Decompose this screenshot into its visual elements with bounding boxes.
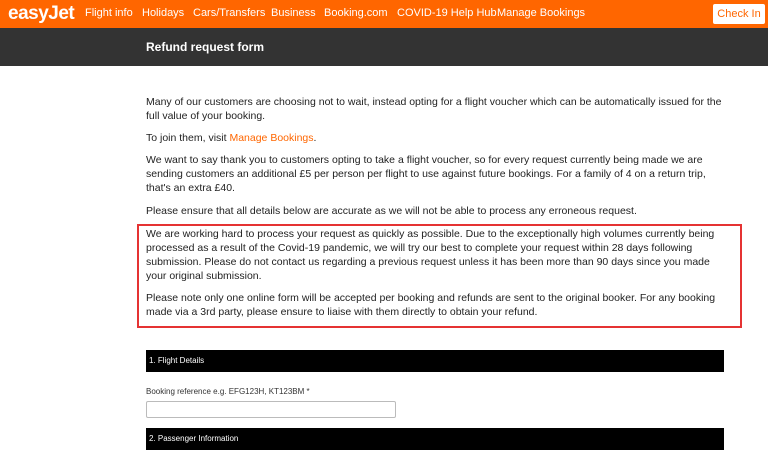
nav-business[interactable]: Business — [271, 7, 316, 19]
booking-reference-input[interactable] — [146, 401, 396, 418]
nav-holidays[interactable]: Holidays — [142, 7, 185, 19]
intro-paragraph: Many of our customers are choosing not to wait, instead opting for a flight voucher which can be automatically issued for the full value of your booking. — [146, 96, 722, 122]
flight-details-section-header — [146, 350, 724, 372]
join-text: To join them, visit — [146, 132, 230, 144]
accuracy-paragraph: Please ensure that all details below are accurate as we will not be able to process any erroneous request. — [146, 205, 637, 217]
easyjet-logo[interactable]: easyJet — [8, 3, 75, 24]
nav-covid-help-hub[interactable]: COVID-19 Help Hub — [397, 7, 497, 19]
nav-manage-bookings[interactable]: Manage Bookings — [497, 7, 586, 19]
join-suffix: . — [313, 132, 317, 144]
nav-booking-com[interactable]: Booking.com — [324, 7, 388, 19]
voucher-bonus-paragraph: We want to say thank you to customers opting to take a flight voucher, so for every request currently being made we are sending customers an additional £5 per person per flight to use against future bookings. For a family of 4 on a return trip, that's an extra £40. — [146, 154, 706, 194]
title-bar — [0, 28, 768, 66]
one-form-notice-paragraph: Please note only one online form will be accepted per booking and refunds are sent to the original booker. For any booking made via a 3rd party, please ensure to liaise with them directly to obtain your refund. — [146, 292, 716, 318]
check-in-button[interactable]: Check In — [713, 4, 765, 24]
nav-flight-info[interactable]: Flight info — [85, 7, 133, 19]
passenger-information-section-label: 2. Passenger Information — [149, 434, 239, 443]
join-paragraph — [146, 131, 726, 145]
flight-details-section-label: 1. Flight Details — [149, 356, 205, 365]
processing-notice-paragraph: We are working hard to process your request as quickly as possible. Due to the exceptionally high volumes currently being processed as a result of the Covid-19 pandemic, we will try our best to complete your request within 28 days following submission. Please do not contact us regarding a previous request unless it has been more than 90 days since you made your original submission. — [146, 228, 715, 282]
manage-bookings-link[interactable]: Manage Bookings — [229, 132, 314, 144]
top-navigation — [0, 0, 768, 28]
nav-cars-transfers[interactable]: Cars/Transfers — [193, 7, 266, 19]
page-title: Refund request form — [146, 40, 265, 54]
booking-reference-label: Booking reference e.g. EFG123H, KT123BM * — [146, 387, 310, 396]
